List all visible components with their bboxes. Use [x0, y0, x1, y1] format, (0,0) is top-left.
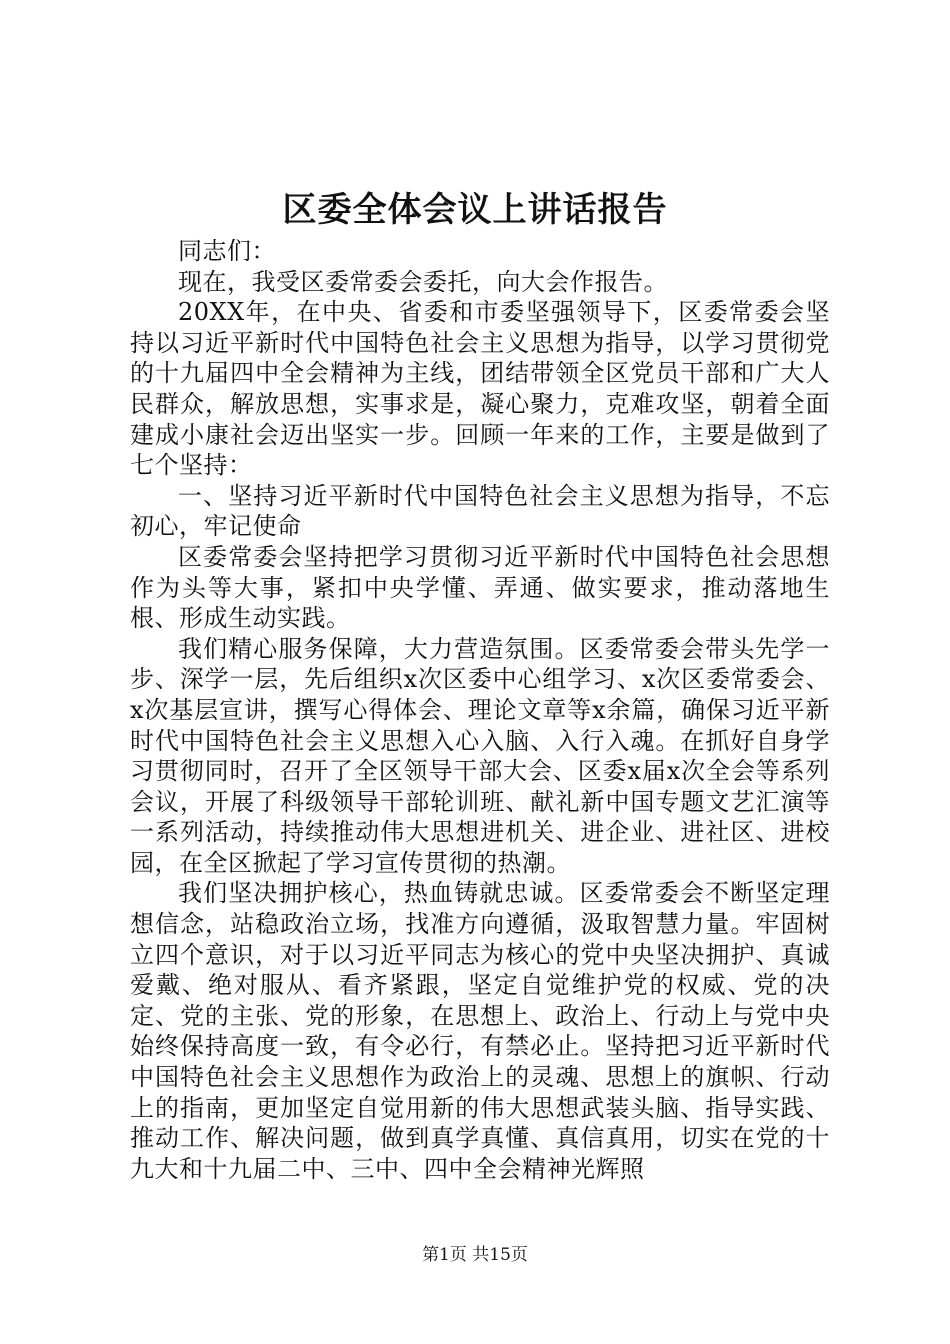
section-heading: 一、坚持习近平新时代中国特色社会主义思想为指导，不忘初心，牢记使命 [130, 481, 830, 541]
document-title: 区委全体会议上讲话报告 [282, 190, 668, 230]
summary-paragraph: 20XX年，在中央、省委和市委坚强领导下，区委常委会坚持以习近平新时代中国特色社会主义思想为指导，以学习贯彻党的十九届四中全会精神为主线，团结带领全区党员干部和广大人民群众，解放思想，实事求是，凝心聚力，克难攻坚，朝着全面建成小康社会迈出坚实一步。回顾一年来的工作，主要是做到了七个坚持： [130, 298, 830, 480]
salutation-paragraph: 同志们： [178, 237, 276, 265]
body-paragraph: 我们精心服务保障，大力营造氛围。区委常委会带头先学一步、深学一层，先后组织x次区委中心组学习、x次区委常委会、x次基层宣讲，撰写心得体会、理论文章等x余篇，确保习近平新时代中国特色社会主义思想入心入脑、入行入魂。在抓好自身学习贯彻同时，召开了全区领导干部大会、区委x届x次全会等系列会议，开展了科级领导干部轮训班、献礼新中国专题文艺汇演等一系列活动，持续推动伟大思想进机关、进企业、进社区、进校园，在全区掀起了学习宣传贯彻的热潮。 [130, 634, 830, 877]
intro-paragraph: 现在，我受区委常委会委托，向大会作报告。 [178, 267, 668, 296]
body-paragraph: 区委常委会坚持把学习贯彻习近平新时代中国特色社会思想作为头等大事，紧扣中央学懂、弄通、做实要求，推动落地生根、形成生动实践。 [130, 542, 830, 633]
document-body [130, 236, 830, 1184]
page-footer: 第1页 共15页 [422, 1245, 528, 1265]
body-paragraph: 我们坚决拥护核心，热血铸就忠诚。区委常委会不断坚定理想信念，站稳政治立场，找准方向遵循，汲取智慧力量。牢固树立四个意识，对于以习近平同志为核心的党中央坚决拥护、真诚爱戴、绝对服从、看齐紧跟，坚定自觉维护党的权威、党的决定、党的主张、党的形象，在思想上、政治上、行动上与党中央始终保持高度一致，有令必行，有禁必止。坚持把习近平新时代中国特色社会主义思想作为政治上的灵魂、思想上的旗帜、行动上的指南，更加坚定自觉用新的伟大思想武装头脑、指导实践、推动工作、解决问题，做到真学真懂、真信真用，切实在党的十九大和十九届二中、三中、四中全会精神光辉照 [130, 879, 830, 1183]
